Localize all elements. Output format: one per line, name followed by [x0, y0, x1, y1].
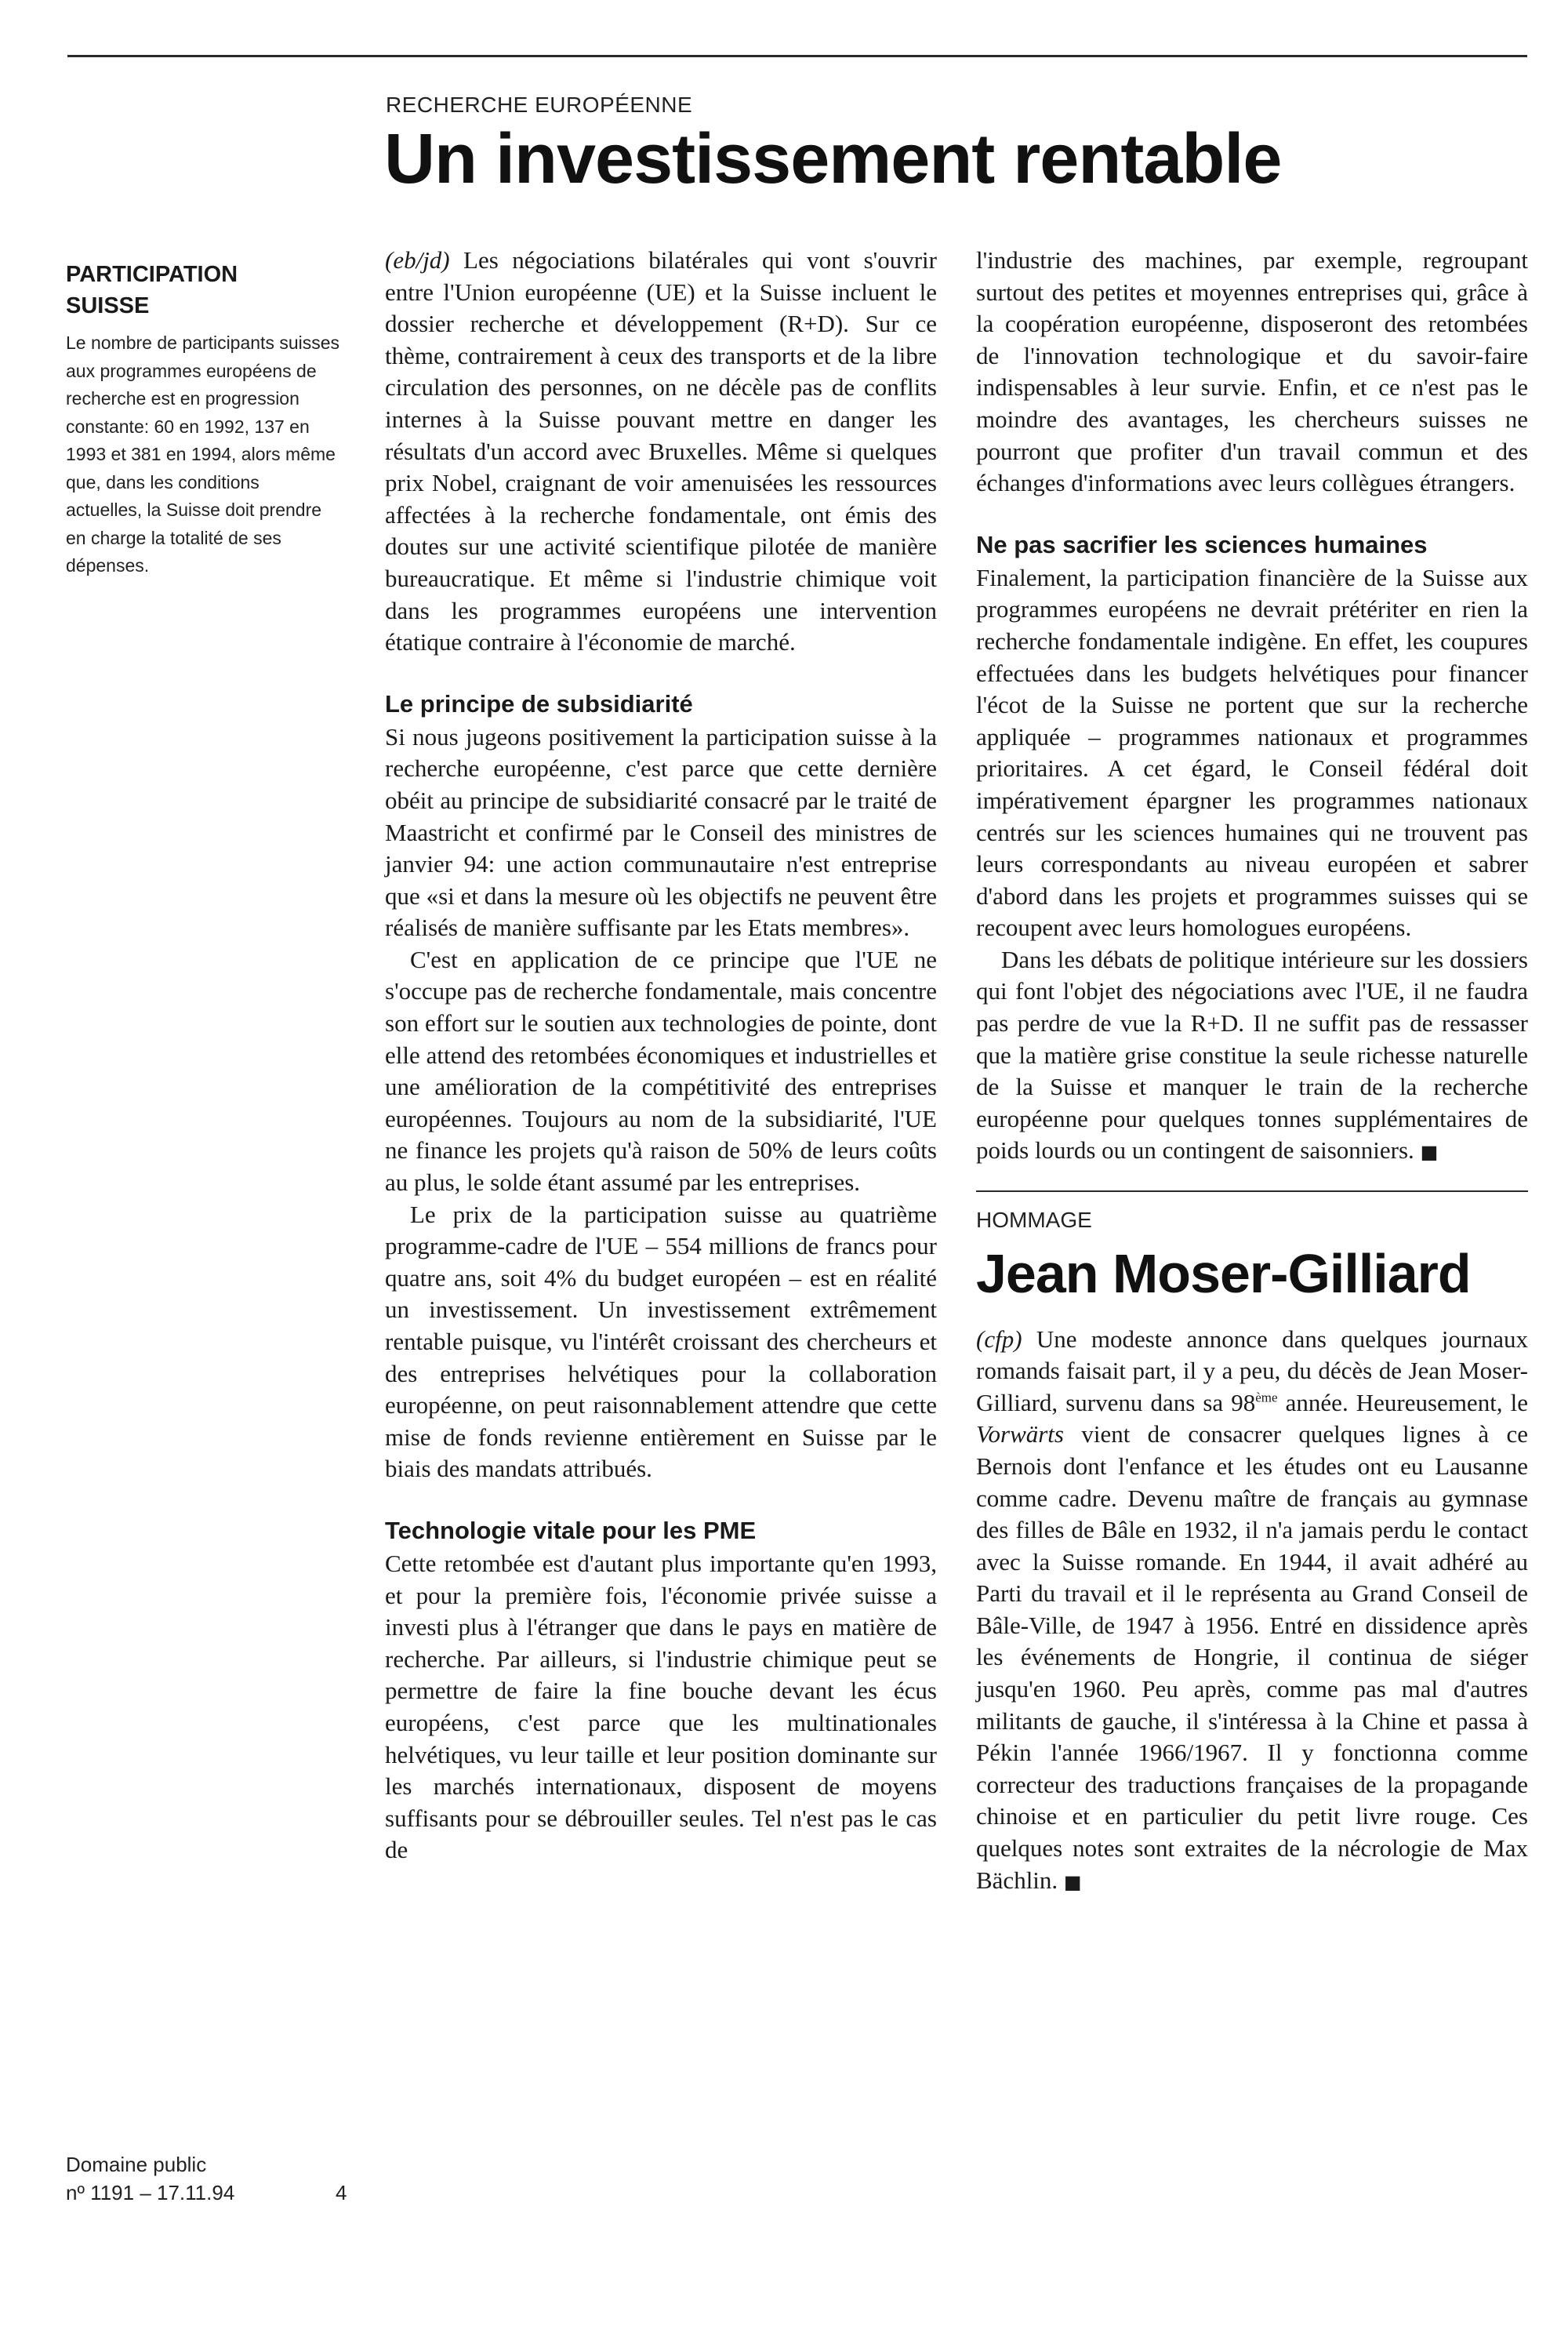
article2-text-part: année. Heureusement, le [1277, 1388, 1529, 1416]
article2-text [976, 1324, 1528, 1899]
article-column-2 [976, 245, 1528, 1898]
end-mark-icon: ■ [1063, 1870, 1082, 1893]
page-number: 4 [336, 2181, 347, 2204]
article2-kicker: HOMMAGE [976, 1208, 1092, 1233]
section-rule [976, 1190, 1528, 1192]
end-mark-icon: ■ [1420, 1141, 1439, 1164]
article-intro [385, 245, 937, 659]
footer-publication: Domaine public [66, 2153, 207, 2176]
article-kicker: RECHERCHE EUROPÉENNE [386, 93, 693, 117]
paragraph [976, 944, 1528, 1168]
article-title: Un investissement rentable [384, 120, 1282, 198]
section-heading-sciences-humaines: Ne pas sacrifier les sciences humaines [976, 530, 1428, 558]
ordinal-suffix: ème [1255, 1390, 1278, 1405]
sidebar-text: Le nombre de participants suisses aux programmes européens de recherche est en progression constante: 60 en 1992, 137 en 1993 et 381 en 1994, alors même que, dans les conditions actuelles, la Suisse doit prendre en charge la totalité de ses dépenses. [66, 333, 340, 576]
paragraph: Si nous jugeons positivement la participation suisse à la recherche européenne, c'est parce que cette dernière obéit au principe de subsidiarité consacré par le traité de Maastricht et confirmé par le Conseil des ministres de janvier 94: une action communautaire n'est entreprise que «si et dans la mesure où les objectifs ne peuvent être réalisés de manière suffisante par les Etats membres». [385, 722, 937, 942]
section-heading-technologie: Technologie vitale pour les PME [385, 1516, 757, 1544]
paragraph-text: Dans les débats de politique intérieure sur les dossiers qui font l'objet des négociations avec l'UE, il ne faudra pas perdre de vue la R+D. Il ne suffit pas de ressasser que la matière grise constitue la seule richesse naturelle de la Suisse et manquer le train de la recherche européenne pour quelques tonnes supplémentaires de poids lourds ou un contingent de saisonniers. [976, 945, 1528, 1165]
intro-text: Les négociations bilatérales qui vont s'ouvrir entre l'Union européenne (UE) et la Suisse incluent le dossier recherche et développement (R+D). Sur ce thème, contrairement à ceux des transports et de la libre circulation des personnes, on ne décèle pas de conflits internes à la Suisse pouvant mettre en danger les résultats d'un accord avec Bruxelles. Même si quelques prix Nobel, craignant de voir amenuisées les ressources affectées à la recherche fondamentale, ont émis des doutes sur une activité scientifique pilotée de manière bureaucratique. Et même si l'industrie chimique voit dans les programmes européens une intervention étatique contraire à l'économie de marché. [385, 246, 937, 656]
section-heading-subsidiarite: Le principe de subsidiarité [385, 689, 693, 718]
paragraph: Cette retombée est d'autant plus importante qu'en 1993, et pour la première fois, l'économie privée suisse a investi plus à l'étranger que dans le pays en matière de recherche. Par ailleurs, si l'industrie chimique peut se permettre de faire la fine bouche devant les écus européens, c'est parce que les multinationales helvétiques, vu leur taille et leur position dominante sur les marchés internationaux, disposent de moyens suffisants pour se débrouiller seules. Tel n'est pas le cas de [385, 1549, 937, 1864]
article-column-1 [385, 245, 937, 1866]
footer-issue: nº 1191 – 17.11.94 [66, 2181, 235, 2204]
article2-text-part: vient de consacrer quelques lignes à ce Bernois dont l'enfance et les études ont eu Lausanne comme cadre. Devenu maître de français au gymnase des filles de Bâle en 1932, il n'a jamais perdu le contact avec la Suisse romande. En 1944, il avait adhéré au Parti du travail et il le représenta au Grand Conseil de Bâle-Ville, de 1947 à 1956. Entré en dissidence après les événements de Hongrie, il continua de siéger jusqu'en 1960. Peu après, comme pas mal d'autres militants de gauche, il s'intéressa à la Chine et passa à Pékin l'année 1966/1967. Il y fonctionna comme correcteur des traductions françaises de la propagande chinoise et en particulier du petit livre rouge. Ces quelques notes sont extraites de la nécrologie de Max Bächlin. [976, 1420, 1528, 1894]
paragraph: l'industrie des machines, par exemple, regroupant surtout des petites et moyennes entreprises qui, grâce à la coopération européenne, disposeront des retombées de l'innovation technologique et du savoir-faire indispensables à leur survie. Enfin, et ce n'est pas le moindre des avantages, les chercheurs suisses ne pourront que profiter d'un travail commun et des échanges d'informations avec leurs collègues étrangers. [976, 246, 1528, 497]
top-rule [67, 55, 1527, 57]
article2-title: Jean Moser-Gilliard [976, 1243, 1471, 1305]
paragraph: C'est en application de ce principe que l'UE ne s'occupe pas de recherche fondamentale, mais concentre son effort sur le soutien aux technologies de pointe, dont elle attend des retombées économiques et industrielles et une amélioration de la compétitivité des entreprises européennes. Toujours au nom de la subsidiarité, l'UE ne finance les projets qu'à raison de 50% de leurs coûts au plus, le solde étant assumé par les entreprises. [385, 945, 937, 1197]
byline: (eb/jd) [385, 246, 450, 274]
sidebar-box [66, 259, 340, 580]
byline: (cfp) [976, 1325, 1022, 1353]
publication-name: Vorwärts [976, 1420, 1064, 1448]
article2-text-part: Une modeste annonce dans quelques journaux romands faisait part, il y a peu, du décès de Jean Moser-Gilliard, survenu dans sa 98 [976, 1325, 1528, 1416]
footer [66, 2150, 234, 2207]
paragraph: Finalement, la participation financière de la Suisse aux programmes européens ne devrait prétériter en rien la recherche fondamentale indigène. En effet, les coupures effectuées dans les budgets helvétiques pour financer l'écot de la Suisse ne portent que sur la recherche appliquée – programmes nationaux et programmes prioritaires. A cet égard, le Conseil fédéral doit impérativement épargner les programmes nationaux centrés sur les sciences humaines qui ne trouvent pas leurs correspondants au niveau européen et sabrer d'abord dans les projets et programmes suisses qui se recoupent avec leurs homologues européens. [976, 563, 1528, 942]
paragraph: Le prix de la participation suisse au quatrième programme-cadre de l'UE – 554 millions de francs pour quatre ans, soit 4% du budget européen – est en réalité un investissement. Un investissement extrêmement rentable puisque, vu l'intérêt croissant des chercheurs et des entreprises helvétiques pour la collaboration européenne, on peut raisonnablement attendre que cette mise de fonds revienne entièrement en Suisse par le biais des mandats attribués. [385, 1200, 937, 1483]
sidebar-title: PARTICIPATION SUISSE [66, 262, 238, 318]
